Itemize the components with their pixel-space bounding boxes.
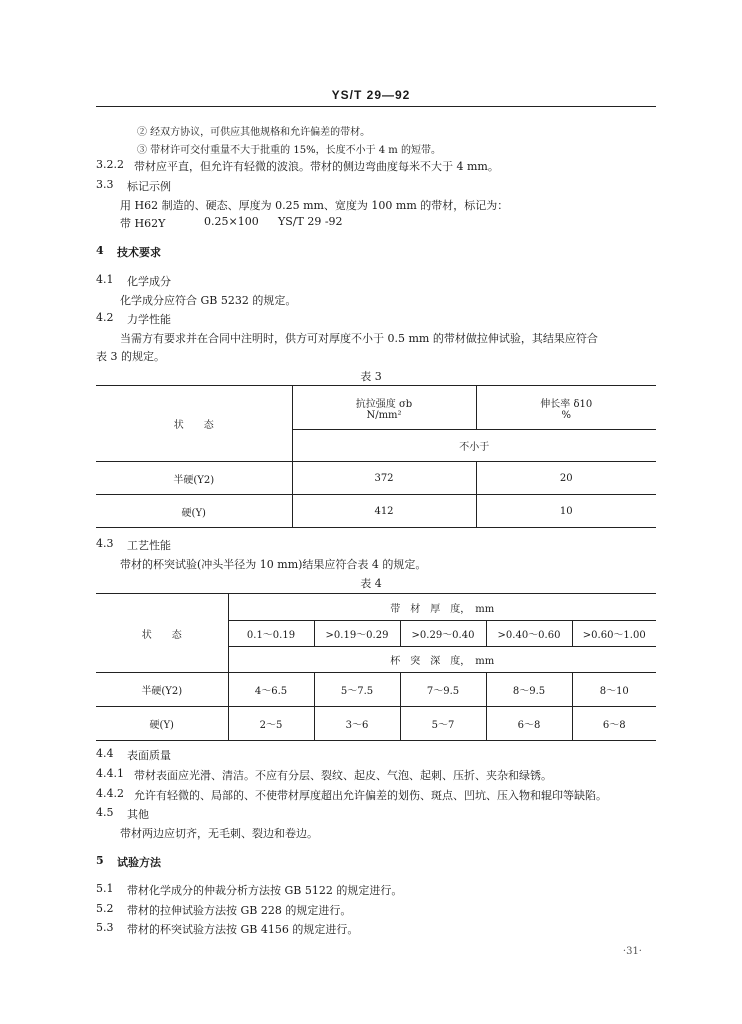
clause-4-5-title: 其他 bbox=[127, 808, 149, 821]
table3-elong-label: 伸长率 δ10 bbox=[540, 398, 593, 410]
table4-thickness-2: >0.19～0.29 bbox=[314, 621, 400, 647]
table3-strength-unit: N/mm² bbox=[366, 409, 402, 421]
clause-4-5-text: 带材两边应切齐，无毛刺、裂边和卷边。 bbox=[120, 827, 318, 840]
clause-3-3-title: 标记示例 bbox=[127, 180, 171, 193]
mark-part-2: 0.25×100 bbox=[204, 215, 259, 228]
clause-5-1-num: 5.1 bbox=[96, 882, 114, 895]
clause-5-1-text: 带材化学成分的仲裁分析方法按 GB 5122 的规定进行。 bbox=[127, 884, 403, 897]
clause-4-4-title: 表面质量 bbox=[127, 749, 171, 762]
table4-row2-v2: 3～6 bbox=[314, 707, 400, 741]
clause-4-3-text: 带材的杯突试验(冲头半径为 10 mm)结果应符合表 4 的规定。 bbox=[120, 558, 427, 571]
table3-elong-header bbox=[476, 386, 656, 430]
section-5-num: 5 bbox=[96, 854, 104, 867]
table-4 bbox=[96, 593, 656, 741]
table4-row1-v2: 5～7.5 bbox=[314, 673, 400, 707]
table4-thickness-1: 0.1～0.19 bbox=[228, 621, 314, 647]
clause-4-2-num: 4.2 bbox=[96, 311, 114, 324]
table3-strength-label: 抗拉强度 σb bbox=[355, 398, 413, 410]
table4-row1-v3: 7～9.5 bbox=[400, 673, 486, 707]
table4-row2-v1: 2～5 bbox=[228, 707, 314, 741]
mark-part-1: 带 H62Y bbox=[120, 217, 166, 230]
table3-elong-unit: % bbox=[561, 409, 571, 421]
clause-3-2-2-num: 3.2.2 bbox=[96, 158, 124, 171]
table4-row1-state: 半硬(Y2) bbox=[96, 673, 228, 707]
table3-row2-strength: 412 bbox=[292, 495, 476, 528]
clause-3-2-2-text: 带材应平直，但允许有轻微的波浪。带材的侧边弯曲度每米不大于 4 mm。 bbox=[134, 160, 499, 173]
clause-4-2-title: 力学性能 bbox=[127, 313, 171, 326]
table4-thickness-3: >0.29～0.40 bbox=[400, 621, 486, 647]
table4-row2-v4: 6～8 bbox=[486, 707, 572, 741]
clause-4-2-text-line2: 表 3 的规定。 bbox=[96, 350, 165, 363]
table4-row2-state: 硬(Y) bbox=[96, 707, 228, 741]
section-4-num: 4 bbox=[96, 244, 104, 257]
header-rule bbox=[96, 106, 656, 107]
table4-row1-v1: 4～6.5 bbox=[228, 673, 314, 707]
table4-depth-header: 杯 突 深 度， mm bbox=[228, 647, 656, 673]
table4-row1-v4: 8～9.5 bbox=[486, 673, 572, 707]
table3-caption: 表 3 bbox=[360, 370, 382, 383]
clause-4-1-num: 4.1 bbox=[96, 273, 114, 286]
table4-thickness-header: 带 材 厚 度， mm bbox=[228, 594, 656, 621]
table4-row2-v3: 5～7 bbox=[400, 707, 486, 741]
table3-row2-state: 硬(Y) bbox=[96, 495, 292, 528]
table3-strength-header bbox=[292, 386, 476, 430]
clause-4-1-text: 化学成分应符合 GB 5232 的规定。 bbox=[120, 294, 297, 307]
note-3: ③ 带材许可交付重量不大于批重的 15%，长度不小于 4 m 的短带。 bbox=[137, 145, 441, 156]
clause-3-3-text: 用 H62 制造的、硬态、厚度为 0.25 mm、宽度为 100 mm 的带材，标记为： bbox=[120, 199, 509, 212]
page-header-code: YS/T 29—92 bbox=[331, 88, 411, 102]
table4-state-header: 状 态 bbox=[96, 594, 228, 673]
page-number: ·31· bbox=[622, 946, 642, 957]
clause-4-3-num: 4.3 bbox=[96, 537, 114, 550]
table4-thickness-4: >0.40～0.60 bbox=[486, 621, 572, 647]
clause-4-4-2-text: 允许有轻微的、局部的、不使带材厚度超出允许偏差的划伤、斑点、凹坑、压入物和辊印等缺陷。 bbox=[134, 789, 607, 802]
table-3 bbox=[96, 385, 656, 528]
clause-4-5-num: 4.5 bbox=[96, 806, 114, 819]
table3-row1-elong: 20 bbox=[476, 462, 656, 495]
clause-4-4-1-text: 带材表面应光滑、清洁。不应有分层、裂纹、起皮、气泡、起刺、压折、夹杂和绿锈。 bbox=[134, 769, 552, 782]
clause-4-2-text-line1: 当需方有要求并在合同中注明时，供方可对厚度不小于 0.5 mm 的带材做拉伸试验，其结果应符合 bbox=[120, 332, 598, 345]
table4-row2-v5: 6～8 bbox=[572, 707, 656, 741]
clause-4-1-title: 化学成分 bbox=[127, 275, 171, 288]
table3-row1-state: 半硬(Y2) bbox=[96, 462, 292, 495]
table4-caption: 表 4 bbox=[360, 577, 382, 590]
clause-5-2-text: 带材的拉伸试验方法按 GB 228 的规定进行。 bbox=[127, 904, 352, 917]
section-5-title: 试验方法 bbox=[117, 856, 161, 869]
table3-row1-strength: 372 bbox=[292, 462, 476, 495]
section-4-title: 技术要求 bbox=[117, 246, 161, 259]
clause-4-4-2-num: 4.4.2 bbox=[96, 787, 124, 800]
note-2: ② 经双方协议，可供应其他规格和允许偏差的带材。 bbox=[137, 127, 371, 138]
clause-5-3-num: 5.3 bbox=[96, 921, 114, 934]
clause-5-3-text: 带材的杯突试验方法按 GB 4156 的规定进行。 bbox=[127, 923, 359, 936]
clause-5-2-num: 5.2 bbox=[96, 902, 114, 915]
clause-4-4-1-num: 4.4.1 bbox=[96, 767, 124, 780]
table4-row1-v5: 8～10 bbox=[572, 673, 656, 707]
table3-row2-elong: 10 bbox=[476, 495, 656, 528]
table3-state-header: 状 态 bbox=[96, 386, 292, 462]
table3-not-less: 不小于 bbox=[292, 430, 656, 462]
mark-part-3: YS/T 29 -92 bbox=[278, 215, 343, 228]
table4-thickness-5: >0.60～1.00 bbox=[572, 621, 656, 647]
clause-4-4-num: 4.4 bbox=[96, 747, 114, 760]
clause-4-3-title: 工艺性能 bbox=[127, 539, 171, 552]
clause-3-3-num: 3.3 bbox=[96, 178, 114, 191]
